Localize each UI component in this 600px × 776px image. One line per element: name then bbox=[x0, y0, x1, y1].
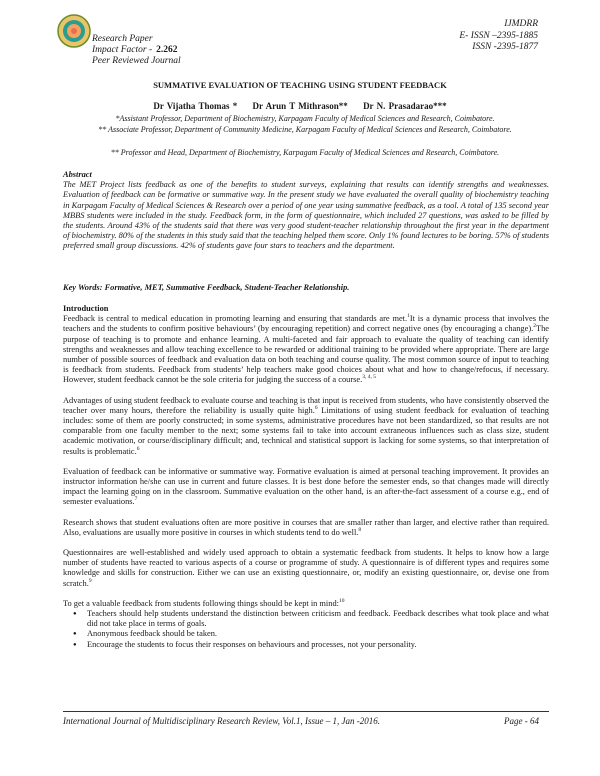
author: Dr N. Prasadarao*** bbox=[363, 101, 447, 111]
affiliation: ** Professor and Head, Department of Biochemistry, Karpagam Faculty of Medical Sciences and Research, Coimbatore. bbox=[110, 148, 500, 157]
affiliation: *Assistant Professor, Department of Biochemistry, Karpagam Faculty of Medical Sciences and Research, Coimbatore. bbox=[115, 114, 495, 123]
citation: 6 bbox=[314, 405, 318, 412]
abstract-heading: Abstract bbox=[63, 170, 92, 179]
list-item: ● Anonymous feedback should be taken. bbox=[63, 629, 549, 639]
e-issn: E- ISSN –2395-1885 bbox=[459, 30, 538, 41]
introduction-heading: Introduction bbox=[63, 304, 109, 313]
citation: 2 bbox=[533, 323, 536, 330]
citation: 3, 4, 5 bbox=[362, 374, 376, 381]
issn: ISSN -2395-1877 bbox=[472, 42, 538, 52]
impact-factor-value: 2.262 bbox=[156, 45, 178, 55]
citation: 1 bbox=[407, 313, 410, 320]
peer-reviewed-label: Peer Reviewed Journal bbox=[92, 56, 181, 66]
bullet-list bbox=[63, 609, 549, 650]
text: Advantages of using student feedback to evaluate course and teaching is that input is received from students, who have consistently observed the teacher over many hours, therefore the reliability is usually quite high. bbox=[63, 395, 549, 415]
citation: 8 bbox=[358, 527, 362, 534]
introduction-section bbox=[63, 304, 549, 650]
affiliation: ** Associate Professor, Department of Community Medicine, Karpagam Faculty of Medical Sciences and Research, Coimbatore. bbox=[98, 125, 512, 134]
author-list bbox=[0, 101, 600, 111]
research-paper-label: Research Paper bbox=[92, 34, 153, 44]
text: The purpose of teaching is to promote and enhance learning. A multi-faceted and fair approach to evaluate the quality of teaching can identify strengths and weaknesses and allow teaching excellence to be rewarded or additional training to be provided where appropriate. There are large number of possible sources of feedback and evaluation data on both teaching and course quality. The most common source of input to teaching is feedback from students. Feedback from students’ help teachers make good choices about what and how to change/refocus, if necessary. However, student feedback cannot be the sole criteria for judging the success of a course. bbox=[63, 324, 549, 385]
paragraph bbox=[63, 548, 549, 589]
citation: 7 bbox=[134, 496, 138, 503]
abstract-section bbox=[63, 170, 549, 252]
text: Feedback is central to medical education in promoting learning and ensuring that standards are met. bbox=[63, 314, 408, 324]
list-item: ● Encourage the students to focus their responses on behaviours and processes, not your personality. bbox=[63, 640, 549, 650]
paragraph bbox=[63, 518, 549, 538]
footer bbox=[63, 716, 549, 726]
journal-abbrev: IJMDRR bbox=[504, 19, 538, 29]
keywords: Key Words: Formative, MET, Summative Feedback, Student-Teacher Relationship. bbox=[63, 283, 350, 292]
paragraph bbox=[63, 467, 549, 508]
text: Questionnaires are well-established and widely used approach to obtain a systematic feedback from students. It helps to know how a large number of students have reacted to various aspects of a course or programme of study. A questionnaire is of different types and requires some knowledge and skills for construction. Either we can use an existing questionnaire, or, modify an existing questionnaire, or, devise one from scratch. bbox=[63, 548, 549, 588]
paper-title: SUMMATIVE EVALUATION OF TEACHING USING STUDENT FEEDBACK bbox=[153, 80, 447, 90]
citation: 9 bbox=[88, 577, 92, 584]
header-right bbox=[459, 19, 538, 54]
text: Evaluation of feedback can be informative or summative way. Formative evaluation is aimed at personal teaching improvement. It provides an instructor information he/she can use in current and future classes. It is best done before the semester ends, so that changes made will directly impact the learning going on in the classroom. Summative evaluation on the other hand, is an after-the-fact assessment of a course e.g., end of semester evaluations. bbox=[63, 466, 549, 507]
author: Dr Vijatha Thomas * bbox=[153, 101, 238, 111]
citation: 10 bbox=[338, 598, 345, 605]
paragraph bbox=[63, 599, 549, 609]
journal-citation: International Journal of Multidisciplinary Research Review, Vol.1, Issue – 1, Jan -2016. bbox=[63, 716, 380, 726]
paragraph bbox=[63, 396, 549, 457]
footer-divider bbox=[63, 711, 549, 712]
header-left bbox=[92, 34, 181, 67]
paragraph bbox=[63, 314, 549, 385]
journal-logo-icon bbox=[57, 14, 91, 48]
impact-factor bbox=[92, 45, 181, 56]
text: To get a valuable feedback from students following things should be kept in mind: bbox=[63, 598, 339, 608]
list-item: ● Teachers should help students understand the distinction between criticism and feedback. Feedback describes what took place and what did not take place in terms of goals. bbox=[63, 609, 549, 629]
page-number: Page - 64 bbox=[504, 716, 539, 726]
citation: 6 bbox=[136, 445, 140, 452]
abstract-text: The MET Project lists feedback as one of the benefits to student surveys, explaining that results can identify strengths and weaknesses. Evaluation of feedback can be formative or summative way. In the present study we have evaluated the overall quality of biochemistry teaching in Karpagam Faculty of Medical Sciences & Research over a period of one year using summative feedback, as a tool. A total of 135 second year MBBS students were included in the study. Feedback form, in the form of questionnaire, which included 27 questions, was asked to be filled by the students. Around 43% of the students said that there was very good student-teacher relationship throughout the first year in the department of biochemistry. 80% of the students in this study said that the teaching helped them score. Only 1% found lectures to be boring. 57% of students preferred small group discussions. 42% of students gave four stars to teachers and the department. bbox=[63, 180, 549, 251]
impact-factor-label: Impact Factor - bbox=[92, 45, 153, 55]
text: It is a dynamic process that involves the teachers and the students to confirm positive behaviours’ (by encouraging repetition) and correct negative ones (by encouraging a change). bbox=[63, 314, 549, 334]
text: Limitations of using student feedback for evaluation of teaching includes: some of them are poorly constructed; in some systems, administrative procedures have not been standardized, so that results are not comparable from one faculty member to the next; some systems fail to take into account extraneous influences such as class size, student academic motivation, or course/disciplinary difficult; and, technical and statistical support is lacking for some systems, so that interpretation of results is problematic. bbox=[63, 405, 549, 456]
text: Research shows that student evaluations often are more positive in courses that are smaller rather than larger, and elective rather than required. Also, evaluations are usually more positive in courses in which students tend to do well. bbox=[63, 517, 549, 537]
author: Dr Arun T Mithrason** bbox=[252, 101, 348, 111]
